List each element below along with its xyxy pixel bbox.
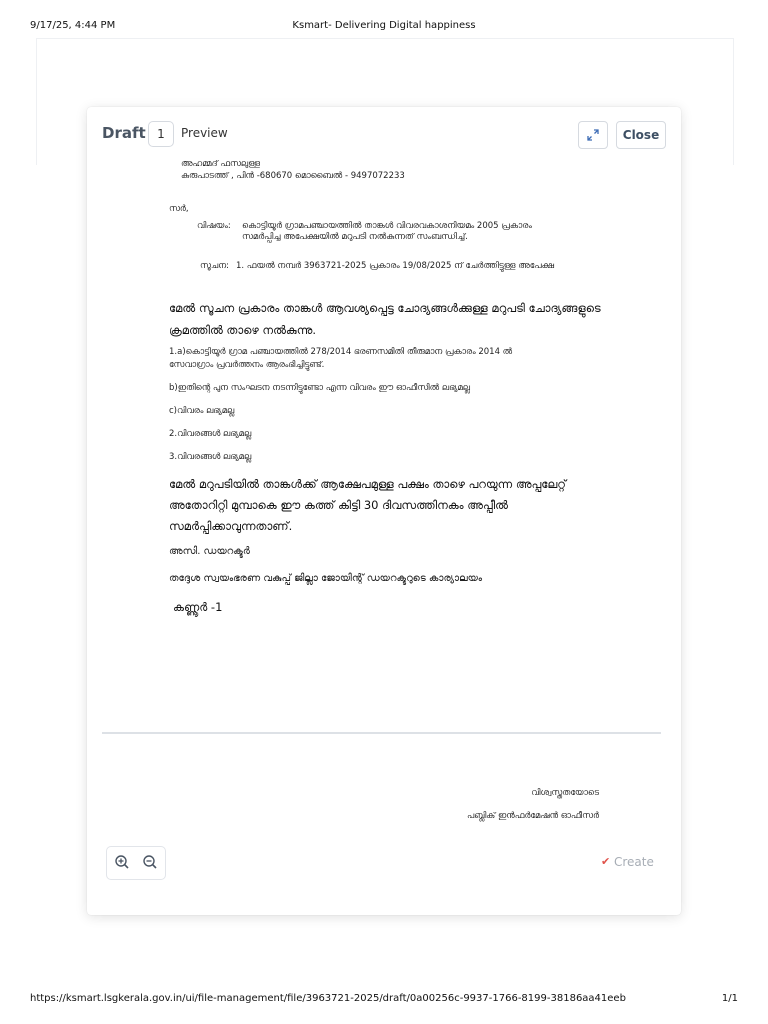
print-footer <box>30 993 738 1007</box>
print-url: https://ksmart.lsgkerala.gov.in/ui/file-management/file/3963721-2025/draft/0a00256c-9937-1766-8199-38186aa41eeb <box>30 993 626 1004</box>
check-icon: ✔ <box>601 855 611 868</box>
print-page-title: Ksmart- Delivering Digital happiness <box>292 20 476 31</box>
print-header <box>30 20 738 34</box>
reference-text: 1. ഫയൽ നമ്പർ 3963721-2025 പ്രകാരം 19/08/2025 ന് ചേർത്തിട്ടുള്ള അപേക്ഷ <box>236 261 555 271</box>
zoom-in-icon <box>114 854 130 870</box>
expand-button[interactable] <box>578 121 608 149</box>
reference-label: സൂചന: <box>200 261 230 271</box>
salutation: സർ, <box>169 204 189 214</box>
answer-1b: b)ഇതിന്റെ പുന സംഘടന നടന്നിട്ടുണ്ടോ എന്ന വിവരം ഈ ഓഫീസിൽ ലഭ്യമല്ല <box>169 383 471 393</box>
addressee-name: അഹമ്മദ് ഫസലുള്ള <box>181 159 260 169</box>
authority-title: അസി. ഡയറക്ടർ <box>169 546 250 557</box>
addressee-address: കുരുപാടത്ത് , പിൻ -680670 മൊബൈൽ - 9497072233 <box>181 171 405 181</box>
page-divider <box>102 732 661 734</box>
zoom-out-icon <box>142 854 158 870</box>
subject-line-1: കൊട്ടിയൂർ ഗ്രാമപഞ്ചായത്തിൽ താങ്കൾ വിവരവകാശനിയമം 2005 പ്രകാരം <box>242 221 532 231</box>
appeal-line-1: മേൽ മറുപടിയിൽ താങ്കൾക്ക് ആക്ഷേപമുള്ള പക്ഷം താഴെ പറയുന്ന അപ്പലേറ്റ് <box>169 477 566 491</box>
answer-1a-line-1: 1.a)കൊട്ടിയൂർ ഗ്രാമ പഞ്ചായത്തിൽ 278/2014 ഭരണസമിതി തീരുമാന പ്രകാരം 2014 ൽ <box>169 347 513 357</box>
intro-line-2: ക്രമത്തിൽ താഴെ നൽകുന്നു. <box>169 323 317 337</box>
authority-office: തദ്ദേശ സ്വയംഭരണ വകുപ്പ് ജില്ലാ ജോയിന്റ് ഡയറക്ടറുടെ കാര്യാലയം <box>169 573 483 584</box>
signatory: പബ്ലിക് ഇൻഫർമേഷൻ ഓഫീസർ <box>467 811 599 821</box>
create-label: Create <box>614 855 654 869</box>
intro-line-1: മേൽ സൂചന പ്രകാരം താങ്കൾ ആവശ്യപ്പെട്ട ചോദ്യങ്ങൾക്കുള്ള മറുപടി ചോദ്യങ്ങളുടെ <box>169 301 601 315</box>
draft-title: Draft <box>102 124 146 142</box>
modal-header <box>87 107 681 159</box>
close-button[interactable]: Close <box>616 121 666 149</box>
answer-1a-line-2: സേവാഗ്രാം പ്രവർത്തനം ആരംഭിച്ചിട്ടുണ്ട്. <box>169 360 325 370</box>
print-page-number: 1/1 <box>721 993 738 1004</box>
subject-line-2: സമർപ്പിച്ച അപേക്ഷയിൽ മറുപടി നൽകുന്നത് സംബന്ധിച്ച്. <box>242 232 468 242</box>
appeal-line-2: അതോറിറ്റി മുമ്പാകെ ഈ കത്ത് കിട്ടി 30 ദിവസത്തിനകം അപ്പീൽ <box>169 498 508 512</box>
subject-label: വിഷയം: <box>197 221 231 231</box>
zoom-controls <box>106 846 166 880</box>
zoom-out-button[interactable] <box>142 854 158 870</box>
expand-icon <box>586 128 600 142</box>
closing: വിശ്വസ്തതയോടെ <box>531 788 599 798</box>
draft-preview-modal <box>87 107 681 915</box>
answer-3: 3.വിവരങ്ങൾ ലഭ്യമല്ല <box>169 452 252 462</box>
answer-1c: c)വിവരം ലഭ്യമല്ല <box>169 406 235 416</box>
preview-label: Preview <box>181 126 228 140</box>
print-datetime: 9/17/25, 4:44 PM <box>30 20 116 31</box>
appeal-line-3: സമർപ്പിക്കാവുന്നതാണ്. <box>169 519 293 533</box>
letter-document <box>87 159 681 821</box>
create-button[interactable] <box>597 854 667 872</box>
draft-count-badge[interactable]: 1 <box>148 121 174 147</box>
answer-2: 2.വിവരങ്ങൾ ലഭ്യമല്ല <box>169 429 252 439</box>
zoom-in-button[interactable] <box>114 854 130 870</box>
authority-place: കണ്ണൂർ -1 <box>173 600 223 614</box>
